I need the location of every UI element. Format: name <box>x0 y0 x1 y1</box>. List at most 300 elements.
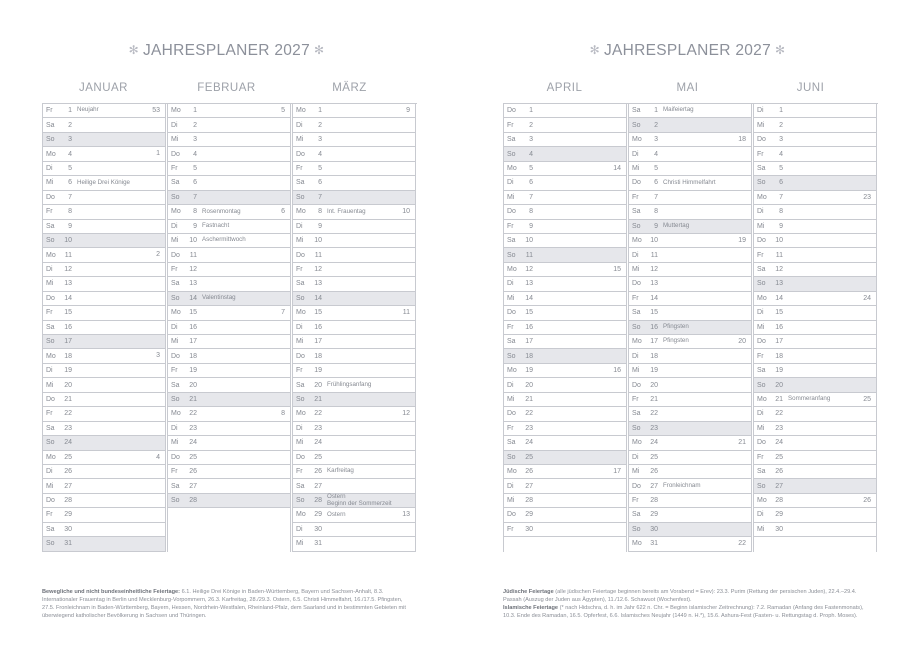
day-row[interactable] <box>168 248 290 262</box>
weekday-label: Sa <box>296 381 305 389</box>
day-row[interactable] <box>504 277 626 291</box>
day-row[interactable] <box>754 364 876 378</box>
day-row[interactable] <box>504 248 626 262</box>
weekday-label: Mo <box>757 395 767 403</box>
day-row[interactable] <box>293 537 415 551</box>
weekday-label: Fr <box>171 164 178 172</box>
day-row[interactable] <box>168 133 290 147</box>
day-row[interactable] <box>43 422 165 436</box>
day-number: 20 <box>650 381 658 389</box>
weekday-label: Sa <box>296 179 305 187</box>
weekday-label: Di <box>757 208 764 216</box>
day-row[interactable] <box>629 118 751 132</box>
day-number: 16 <box>314 323 322 331</box>
week-number: 18 <box>738 135 746 143</box>
day-row[interactable] <box>168 494 290 508</box>
day-row[interactable] <box>504 162 626 176</box>
day-number: 30 <box>775 525 783 533</box>
day-row[interactable] <box>504 335 626 349</box>
weekday-label: Sa <box>757 164 766 172</box>
day-row[interactable] <box>168 234 290 248</box>
day-row[interactable] <box>43 162 165 176</box>
day-row[interactable] <box>293 263 415 277</box>
weekday-label: So <box>632 525 641 533</box>
day-row[interactable] <box>43 479 165 493</box>
day-row[interactable] <box>293 118 415 132</box>
weekday-label: Fr <box>296 266 303 274</box>
weekday-label: So <box>507 453 516 461</box>
day-row[interactable] <box>43 176 165 190</box>
day-row[interactable] <box>754 479 876 493</box>
weekday-label: Fr <box>757 352 764 360</box>
weekday-label: Fr <box>46 410 53 418</box>
day-row[interactable] <box>629 508 751 522</box>
day-row[interactable] <box>43 407 165 421</box>
day-row[interactable] <box>168 220 290 234</box>
day-number: 20 <box>775 381 783 389</box>
weekday-label: Mo <box>296 208 306 216</box>
day-row[interactable] <box>629 364 751 378</box>
day-number: 6 <box>318 179 322 187</box>
day-row[interactable] <box>754 393 876 407</box>
weekday-label: Mi <box>296 136 304 144</box>
weekday-label: Mi <box>757 424 765 432</box>
day-row[interactable] <box>293 523 415 537</box>
day-row[interactable] <box>43 321 165 335</box>
empty-row <box>504 537 626 551</box>
weekday-label: So <box>46 540 55 548</box>
day-row[interactable] <box>43 349 165 363</box>
weekday-label: Fr <box>757 150 764 158</box>
day-number: 2 <box>193 121 197 129</box>
day-row[interactable] <box>43 104 165 118</box>
day-number: 24 <box>775 439 783 447</box>
day-number: 12 <box>650 266 658 274</box>
day-row[interactable] <box>168 263 290 277</box>
week-number: 7 <box>281 309 285 317</box>
day-row[interactable] <box>629 176 751 190</box>
weekday-label: Do <box>507 511 516 519</box>
day-row[interactable] <box>43 220 165 234</box>
day-row[interactable] <box>293 306 415 320</box>
day-row[interactable] <box>168 104 290 118</box>
day-row[interactable] <box>754 292 876 306</box>
weekday-label: So <box>632 424 641 432</box>
day-row[interactable] <box>293 133 415 147</box>
day-row[interactable] <box>629 248 751 262</box>
week-number: 23 <box>863 193 871 201</box>
weekday-label: Mi <box>171 237 179 245</box>
day-row[interactable] <box>754 263 876 277</box>
month-header: MAI <box>676 82 699 94</box>
day-row[interactable] <box>43 306 165 320</box>
day-number: 28 <box>775 497 783 505</box>
day-row[interactable] <box>43 494 165 508</box>
day-row[interactable] <box>629 306 751 320</box>
day-row[interactable] <box>43 277 165 291</box>
day-row[interactable] <box>43 205 165 219</box>
day-row[interactable] <box>504 118 626 132</box>
day-row[interactable] <box>754 162 876 176</box>
weekday-label: Do <box>757 237 766 245</box>
day-row[interactable] <box>629 422 751 436</box>
day-row[interactable] <box>168 479 290 493</box>
day-row[interactable] <box>754 234 876 248</box>
weekday-label: Sa <box>632 511 641 519</box>
day-row[interactable] <box>754 147 876 161</box>
day-row[interactable] <box>168 364 290 378</box>
day-number: 17 <box>775 338 783 346</box>
day-number: 19 <box>314 367 322 375</box>
day-number: 26 <box>525 468 533 476</box>
day-row[interactable] <box>43 147 165 161</box>
weekday-label: Mi <box>296 439 304 447</box>
day-row[interactable] <box>754 465 876 479</box>
weekday-label: So <box>757 482 766 490</box>
day-row[interactable] <box>43 133 165 147</box>
weekday-label: Di <box>507 482 514 490</box>
day-row[interactable] <box>504 523 626 537</box>
week-number: 15 <box>613 265 621 273</box>
day-row[interactable] <box>43 537 165 551</box>
day-row[interactable] <box>43 465 165 479</box>
weekday-label: So <box>507 352 516 360</box>
day-row[interactable] <box>504 104 626 118</box>
day-row[interactable] <box>754 349 876 363</box>
day-row[interactable] <box>504 306 626 320</box>
day-row[interactable] <box>168 451 290 465</box>
weekday-label: Fr <box>171 468 178 476</box>
day-number: 17 <box>189 338 197 346</box>
weekday-label: Fr <box>46 511 53 519</box>
day-row[interactable] <box>293 277 415 291</box>
day-row[interactable] <box>504 220 626 234</box>
day-row[interactable] <box>43 191 165 205</box>
day-row[interactable] <box>754 248 876 262</box>
day-row[interactable] <box>754 508 876 522</box>
day-number: 22 <box>775 410 783 418</box>
day-row[interactable] <box>168 292 290 306</box>
holiday-label: Pfingsten <box>663 323 689 331</box>
weekday-label: Di <box>757 107 764 115</box>
day-row[interactable] <box>504 205 626 219</box>
day-row[interactable] <box>629 436 751 450</box>
day-row[interactable] <box>293 479 415 493</box>
holiday-label: Muttertag <box>663 221 690 229</box>
day-row[interactable] <box>168 118 290 132</box>
weekday-label: Mo <box>757 193 767 201</box>
day-row[interactable] <box>168 162 290 176</box>
day-row[interactable] <box>168 147 290 161</box>
day-row[interactable] <box>504 321 626 335</box>
weekday-label: Mo <box>46 251 56 259</box>
day-number: 2 <box>654 121 658 129</box>
day-row[interactable] <box>293 465 415 479</box>
day-row[interactable] <box>293 364 415 378</box>
weekday-label: Fr <box>507 121 514 129</box>
day-row[interactable] <box>629 147 751 161</box>
day-row[interactable] <box>629 263 751 277</box>
weekday-label: Mo <box>171 107 181 115</box>
weekday-label: Fr <box>757 453 764 461</box>
day-row[interactable] <box>504 349 626 363</box>
day-row[interactable] <box>43 364 165 378</box>
day-row[interactable] <box>754 335 876 349</box>
weekday-label: Mo <box>507 468 517 476</box>
day-number: 25 <box>525 453 533 461</box>
day-row[interactable] <box>293 248 415 262</box>
day-row[interactable] <box>629 162 751 176</box>
day-row[interactable] <box>629 378 751 392</box>
day-row[interactable] <box>629 335 751 349</box>
day-row[interactable] <box>504 479 626 493</box>
day-row[interactable] <box>504 133 626 147</box>
day-row[interactable] <box>293 205 415 219</box>
day-row[interactable] <box>293 292 415 306</box>
day-row[interactable] <box>629 220 751 234</box>
day-row[interactable] <box>293 220 415 234</box>
day-number: 21 <box>64 395 72 403</box>
day-row[interactable] <box>754 378 876 392</box>
weekday-label: Fr <box>296 367 303 375</box>
day-row[interactable] <box>293 378 415 392</box>
day-row[interactable] <box>754 451 876 465</box>
day-row[interactable] <box>504 234 626 248</box>
day-row[interactable] <box>754 306 876 320</box>
day-row[interactable] <box>629 133 751 147</box>
weekday-label: Fr <box>632 193 639 201</box>
day-row[interactable] <box>629 191 751 205</box>
day-row[interactable] <box>504 393 626 407</box>
day-number: 26 <box>775 468 783 476</box>
day-number: 28 <box>314 497 322 505</box>
weekday-label: Mo <box>296 410 306 418</box>
day-row[interactable] <box>168 349 290 363</box>
day-row[interactable] <box>629 407 751 421</box>
day-row[interactable] <box>43 508 165 522</box>
weekday-label: So <box>46 136 55 144</box>
holiday-label: Sommeranfang <box>788 395 831 403</box>
weekday-label: Sa <box>171 179 180 187</box>
weekday-label: Mi <box>46 280 54 288</box>
weekday-label: Fr <box>296 468 303 476</box>
day-row[interactable] <box>629 465 751 479</box>
day-row[interactable] <box>754 494 876 508</box>
day-row[interactable] <box>754 436 876 450</box>
day-row[interactable] <box>629 523 751 537</box>
day-row[interactable] <box>754 133 876 147</box>
day-number: 3 <box>68 136 72 144</box>
weekday-label: Do <box>296 352 305 360</box>
day-row[interactable] <box>504 407 626 421</box>
day-row[interactable] <box>293 349 415 363</box>
weekday-label: Di <box>296 424 303 432</box>
day-row[interactable] <box>168 378 290 392</box>
day-row[interactable] <box>754 220 876 234</box>
day-number: 29 <box>64 511 72 519</box>
day-row[interactable] <box>504 147 626 161</box>
day-number: 16 <box>189 323 197 331</box>
day-number: 8 <box>193 208 197 216</box>
day-row[interactable] <box>629 205 751 219</box>
day-row[interactable] <box>293 147 415 161</box>
weekday-label: Do <box>296 150 305 158</box>
day-row[interactable] <box>293 451 415 465</box>
week-number: 24 <box>863 294 871 302</box>
weekday-label: Mi <box>632 164 640 172</box>
weekday-label: Di <box>507 179 514 187</box>
day-row[interactable] <box>754 118 876 132</box>
day-row[interactable] <box>754 205 876 219</box>
day-row[interactable] <box>168 465 290 479</box>
day-row[interactable] <box>504 263 626 277</box>
day-number: 15 <box>64 309 72 317</box>
day-row[interactable] <box>293 191 415 205</box>
day-row[interactable] <box>504 191 626 205</box>
day-number: 7 <box>654 193 658 201</box>
day-row[interactable] <box>293 393 415 407</box>
weekday-label: Mi <box>507 497 515 505</box>
day-row[interactable] <box>168 335 290 349</box>
day-row[interactable] <box>293 321 415 335</box>
day-row[interactable] <box>504 451 626 465</box>
day-number: 19 <box>189 367 197 375</box>
day-number: 14 <box>525 294 533 302</box>
day-number: 24 <box>64 439 72 447</box>
day-row[interactable] <box>43 234 165 248</box>
day-row[interactable] <box>293 234 415 248</box>
day-number: 11 <box>314 251 322 259</box>
day-number: 18 <box>650 352 658 360</box>
day-row[interactable] <box>629 277 751 291</box>
day-number: 16 <box>775 323 783 331</box>
day-row[interactable] <box>754 277 876 291</box>
day-row[interactable] <box>293 335 415 349</box>
day-row[interactable] <box>754 523 876 537</box>
day-row[interactable] <box>43 292 165 306</box>
day-number: 13 <box>650 280 658 288</box>
day-number: 21 <box>189 395 197 403</box>
day-number: 18 <box>775 352 783 360</box>
day-row[interactable] <box>168 321 290 335</box>
day-number: 28 <box>650 497 658 505</box>
day-number: 22 <box>650 410 658 418</box>
day-row[interactable] <box>629 349 751 363</box>
day-number: 2 <box>68 121 72 129</box>
weekday-label: Fr <box>46 309 53 317</box>
weekday-label: Mi <box>46 179 54 187</box>
weekday-label: So <box>296 497 305 505</box>
day-row[interactable] <box>754 407 876 421</box>
day-row[interactable] <box>43 393 165 407</box>
weekday-label: Di <box>46 468 53 476</box>
day-row[interactable] <box>293 407 415 421</box>
day-row[interactable] <box>168 407 290 421</box>
day-row[interactable] <box>754 176 876 190</box>
day-row[interactable] <box>504 422 626 436</box>
weekday-label: Di <box>46 266 53 274</box>
day-row[interactable] <box>754 321 876 335</box>
day-row[interactable] <box>168 176 290 190</box>
day-row[interactable] <box>754 191 876 205</box>
day-row[interactable] <box>43 436 165 450</box>
day-row[interactable] <box>754 104 876 118</box>
day-row[interactable] <box>43 263 165 277</box>
day-row[interactable] <box>293 422 415 436</box>
day-number: 4 <box>68 150 72 158</box>
day-row[interactable] <box>168 306 290 320</box>
day-row[interactable] <box>293 494 415 508</box>
week-number: 1 <box>156 150 160 158</box>
day-row[interactable] <box>43 248 165 262</box>
day-row[interactable] <box>504 465 626 479</box>
day-number: 2 <box>529 121 533 129</box>
day-row[interactable] <box>293 508 415 522</box>
day-row[interactable] <box>504 176 626 190</box>
weekday-label: Di <box>632 352 639 360</box>
day-row[interactable] <box>168 277 290 291</box>
day-row[interactable] <box>754 422 876 436</box>
weekday-label: Do <box>171 150 180 158</box>
day-row[interactable] <box>629 104 751 118</box>
day-number: 11 <box>525 251 533 259</box>
weekday-label: Do <box>46 193 55 201</box>
day-row[interactable] <box>504 436 626 450</box>
holiday-label: Int. Frauentag <box>327 207 366 215</box>
day-row[interactable] <box>504 364 626 378</box>
weekday-label: Mi <box>757 121 765 129</box>
day-row[interactable] <box>293 104 415 118</box>
day-number: 6 <box>68 179 72 187</box>
day-row[interactable] <box>293 162 415 176</box>
day-row[interactable] <box>629 393 751 407</box>
day-number: 2 <box>318 121 322 129</box>
day-row[interactable] <box>43 451 165 465</box>
day-row[interactable] <box>293 176 415 190</box>
day-row[interactable] <box>43 378 165 392</box>
day-row[interactable] <box>168 393 290 407</box>
day-row[interactable] <box>629 234 751 248</box>
day-number: 28 <box>189 497 197 505</box>
day-row[interactable] <box>504 292 626 306</box>
day-number: 7 <box>318 193 322 201</box>
day-row[interactable] <box>43 118 165 132</box>
day-row[interactable] <box>43 523 165 537</box>
day-row[interactable] <box>629 537 751 551</box>
weekday-label: Di <box>632 150 639 158</box>
month-column <box>503 104 627 552</box>
day-row[interactable] <box>168 422 290 436</box>
day-row[interactable] <box>629 451 751 465</box>
day-row[interactable] <box>168 436 290 450</box>
day-row[interactable] <box>629 479 751 493</box>
day-row[interactable] <box>629 292 751 306</box>
day-row[interactable] <box>168 191 290 205</box>
day-row[interactable] <box>293 436 415 450</box>
weekday-label: Sa <box>46 424 55 432</box>
day-number: 5 <box>779 164 783 172</box>
day-row[interactable] <box>629 494 751 508</box>
day-row[interactable] <box>168 205 290 219</box>
weekday-label: Fr <box>507 525 514 533</box>
day-row[interactable] <box>629 321 751 335</box>
day-row[interactable] <box>504 508 626 522</box>
weekday-label: Di <box>171 222 178 230</box>
weekday-label: So <box>296 395 305 403</box>
day-row[interactable] <box>504 378 626 392</box>
day-row[interactable] <box>504 494 626 508</box>
day-row[interactable] <box>43 335 165 349</box>
